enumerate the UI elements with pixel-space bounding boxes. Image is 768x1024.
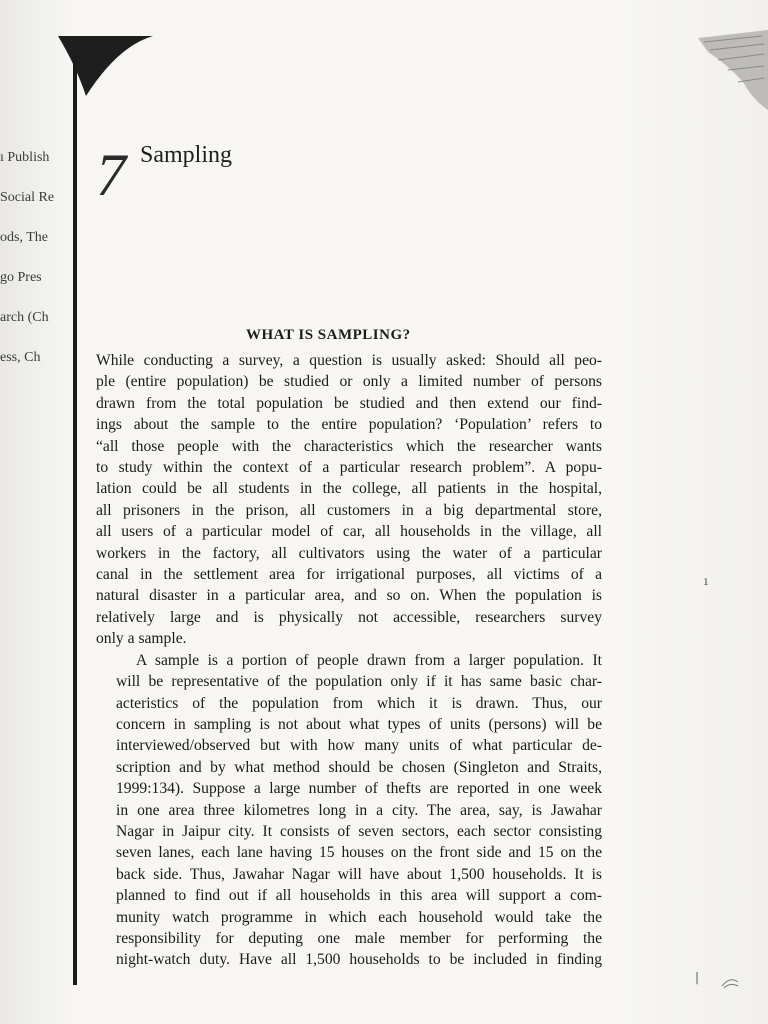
torn-page-corner: [698, 30, 768, 120]
text-line: interviewed/observed but with how many units of what particular de-: [116, 737, 602, 755]
text-line: planned to find out if all households in this area will support a com-: [116, 887, 602, 905]
text-line: back side. Thus, Jawahar Nagar will have about 1,500 households. It is: [116, 865, 602, 883]
text-line: natural disaster in a particular area, and so on. When the population is: [96, 587, 602, 605]
stray-mark: |: [695, 970, 700, 984]
text-line: responsibility for deputing one male member for performing the: [116, 929, 602, 947]
page-curl-mark: [720, 972, 740, 992]
text-line: only a sample.: [96, 630, 187, 648]
paragraph-2: [96, 650, 602, 971]
text-line: A sample is a portion of people drawn from a larger population. It: [136, 651, 602, 669]
fragment-line: ods, The: [0, 230, 48, 245]
chapter-title: Sampling: [140, 142, 233, 168]
text-line: lation could be all students in the college, all patients in the hospital,: [96, 480, 602, 498]
stray-mark: ı: [704, 574, 708, 588]
fragment-line: go Pres: [0, 270, 42, 285]
text-line: ings about the sample to the entire population? ‘Population’ refers to: [96, 416, 602, 434]
fragment-line: ess, Ch: [0, 350, 41, 365]
text-line: Nagar in Jaipur city. It consists of seven sectors, each sector consisting: [116, 822, 602, 840]
text-line: workers in the factory, all cultivators using the water of a particular: [96, 544, 602, 562]
text-line: all users of a particular model of car, all households in the village, all: [96, 523, 602, 541]
text-line: night-watch duty. Have all 1,500 households to be included in finding: [116, 951, 602, 969]
text-line: scription and by what method should be chosen (Singleton and Straits,: [116, 758, 602, 776]
text-line: canal in the settlement area for irrigational purposes, all victims of a: [96, 566, 602, 584]
text-line: seven lanes, each lane having 15 houses on the front side and 15 on the: [116, 844, 602, 862]
text-line: acteristics of the population from which it is drawn. Thus, our: [116, 694, 602, 712]
text-line: 1999:134). Suppose a large number of thefts are reported in one week: [116, 780, 602, 798]
fragment-line: arch (Ch: [0, 310, 49, 325]
text-line: in one area three kilometres long in a city. The area, say, is Jawahar: [116, 801, 602, 819]
facing-page-fragments: [0, 150, 72, 390]
chapter-number: 7: [96, 142, 126, 208]
fragment-line: ı Publish: [0, 150, 50, 165]
text-line: “all those people with the characteristics which the researcher wants: [96, 437, 602, 455]
book-spine: [73, 55, 77, 985]
text-line: all prisoners in the prison, all customers in a big departmental store,: [96, 501, 602, 519]
fragment-line: Social Re: [0, 190, 55, 205]
text-line: will be representative of the population only if it has same basic char-: [116, 673, 602, 691]
text-line: munity watch programme in which each household would take the: [116, 908, 602, 926]
text-line: While conducting a survey, a question is usually asked: Should all peo-: [96, 352, 602, 369]
text-line: relatively large and is physically not accessible, researchers survey: [96, 608, 602, 626]
text-line: ple (entire population) be studied or only a limited number of persons: [96, 373, 602, 391]
body-text: [96, 350, 602, 971]
text-line: to study within the context of a particular research problem”. A popu-: [96, 459, 602, 477]
text-line: drawn from the total population be studied and then extend our find-: [96, 394, 602, 412]
text-line: concern in sampling is not about what types of units (persons) will be: [116, 715, 602, 733]
section-heading: WHAT IS SAMPLING?: [246, 327, 411, 343]
paragraph-1: [96, 350, 602, 650]
